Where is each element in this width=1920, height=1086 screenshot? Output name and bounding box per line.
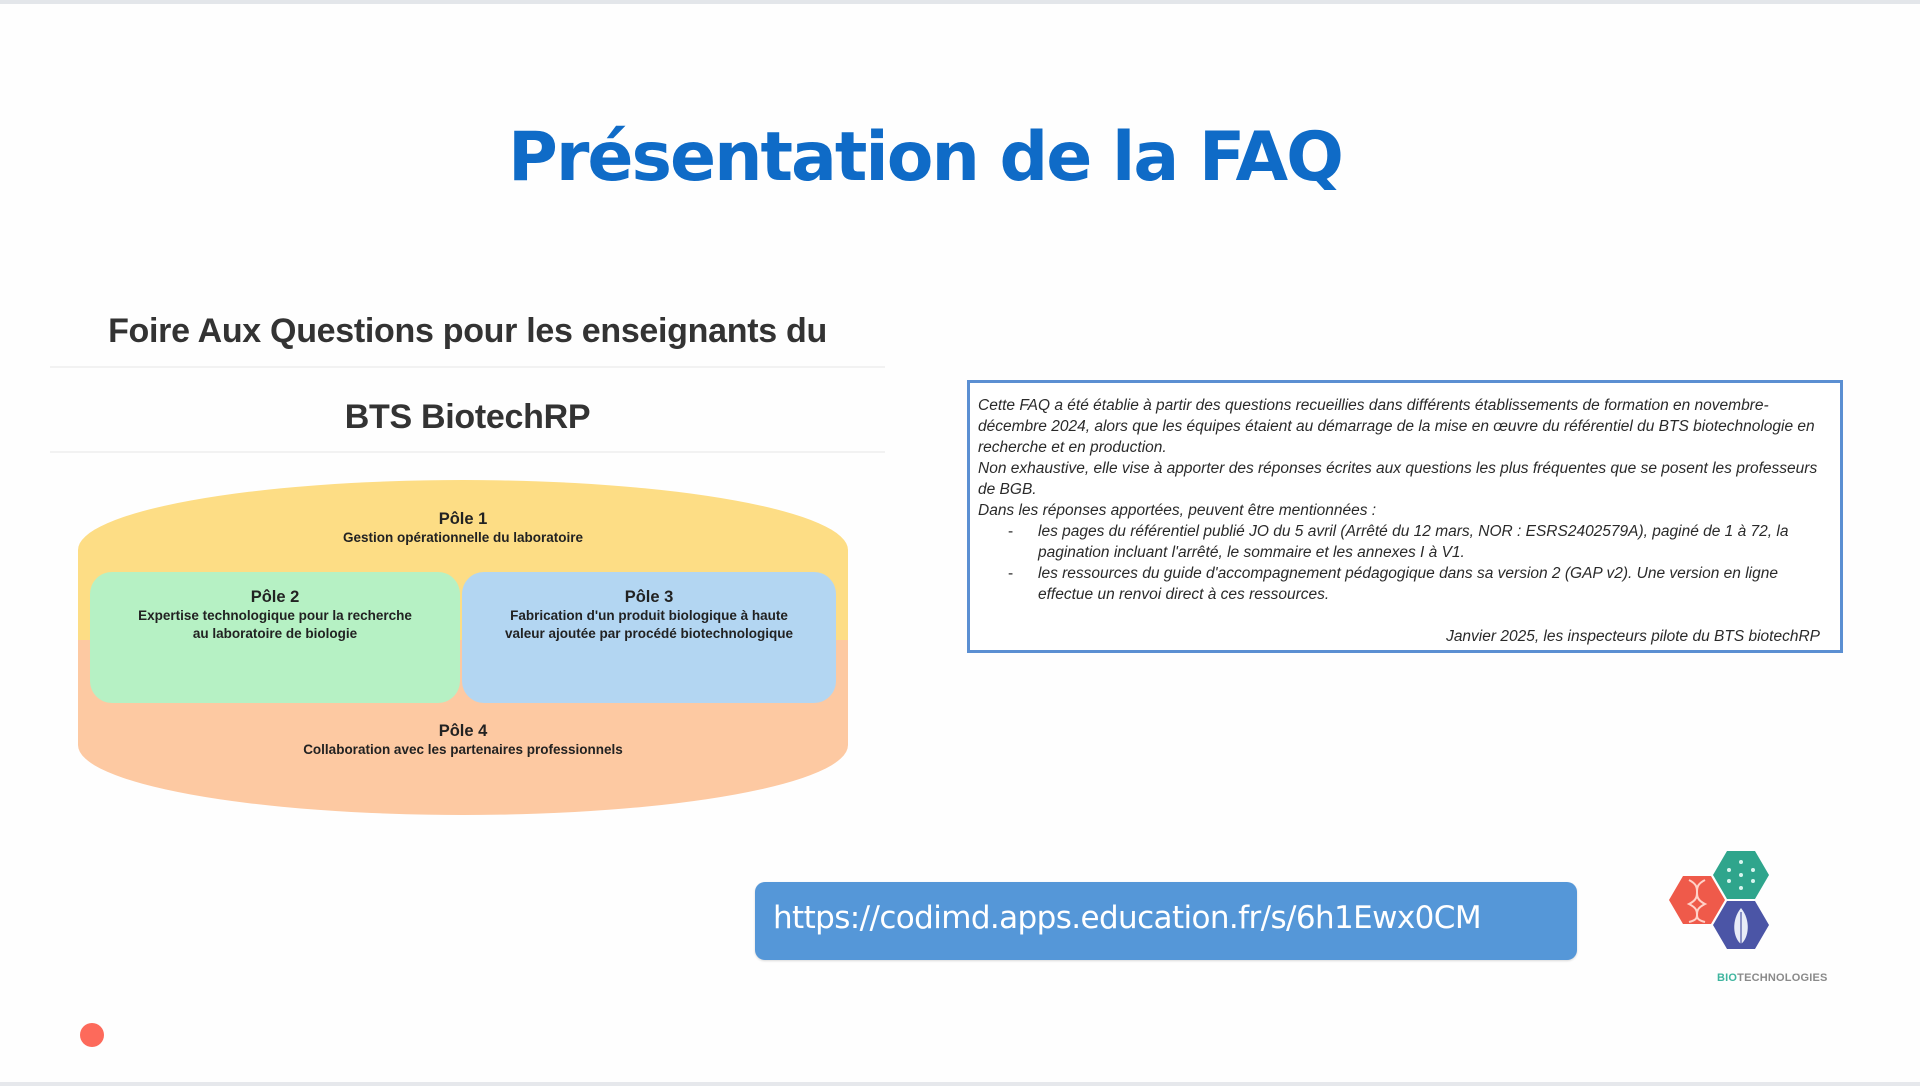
notice-paragraph: Cette FAQ a été établie à partir des questions recueillies dans différents établissements de formation en novembre-décembre 2024, alors que les équipes étaient au démarrage de la mise en œuvre du référentiel du BTS biotechnologie en recherche et en production. <box>978 397 1815 456</box>
faq-notice-box <box>967 380 1843 653</box>
top-border <box>0 0 1920 4</box>
faq-link-box[interactable] <box>755 882 1577 960</box>
pole2-number: Pôle 2 <box>250 588 300 606</box>
notice-paragraph: Non exhaustive, elle vise à apporter des réponses écrites aux questions les plus fréquentes que se posent les professeurs de BGB. <box>978 460 1818 498</box>
biotechnologies-logo <box>1655 848 1828 998</box>
pole1-number: Pôle 1 <box>438 510 488 528</box>
faq-heading-line1: Foire Aux Questions pour les enseignants du <box>108 312 827 350</box>
pole3-label <box>462 588 836 643</box>
list-item-text: les ressources du guide d'accompagnement pédagogique dans sa version 2 (GAP v2). Une version en ligne effectue un renvoi direct à ces ressources. <box>1038 565 1778 603</box>
notice-list <box>978 521 1820 605</box>
pole2-label <box>90 588 460 643</box>
faq-heading-line2: BTS BiotechRP <box>344 398 591 436</box>
pole2-description: Expertise technologique pour la recherche au laboratoire de biologie <box>138 608 412 641</box>
pole3-number: Pôle 3 <box>624 588 674 606</box>
pole4-description: Collaboration avec les partenaires professionnels <box>303 742 623 757</box>
pole1-label <box>78 510 848 547</box>
pole4-number: Pôle 4 <box>438 722 488 740</box>
pole3-box <box>462 572 836 703</box>
poles-diagram <box>78 480 848 815</box>
bottom-border <box>0 1082 1920 1086</box>
list-item-text: les pages du référentiel publié JO du 5 avril (Arrêté du 12 mars, NOR : ESRS2402579A), paginé de 1 à 72, la pagination incluant l'arrêté, le sommaire et les annexes I à V1. <box>1038 523 1789 561</box>
pole1-description: Gestion opérationnelle du laboratoire <box>342 530 584 545</box>
slide-title: Présentation de la FAQ <box>508 118 1342 197</box>
divider <box>50 451 885 453</box>
logo-text: BIOTECHNOLOGIES <box>1717 972 1828 984</box>
list-item <box>978 563 1820 605</box>
notice-signature: Janvier 2025, les inspecteurs pilote du BTS biotechRP <box>1446 628 1820 645</box>
faq-link[interactable]: https://codimd.apps.education.fr/s/6h1Ewx0CM <box>773 900 1481 936</box>
bullet-dash: - <box>1008 565 1014 582</box>
hexagon-logo-icon <box>1655 848 1825 978</box>
notice-paragraph: Dans les réponses apportées, peuvent être mentionnées : <box>978 502 1377 519</box>
pole3-description: Fabrication d'un produit biologique à haute valeur ajoutée par procédé biotechnologique <box>504 608 794 641</box>
list-item <box>978 521 1820 563</box>
divider <box>50 366 885 368</box>
pole2-box <box>90 572 460 703</box>
bullet-dash: - <box>1008 523 1014 540</box>
pole4-label <box>78 722 848 759</box>
recording-indicator-icon <box>80 1023 104 1047</box>
